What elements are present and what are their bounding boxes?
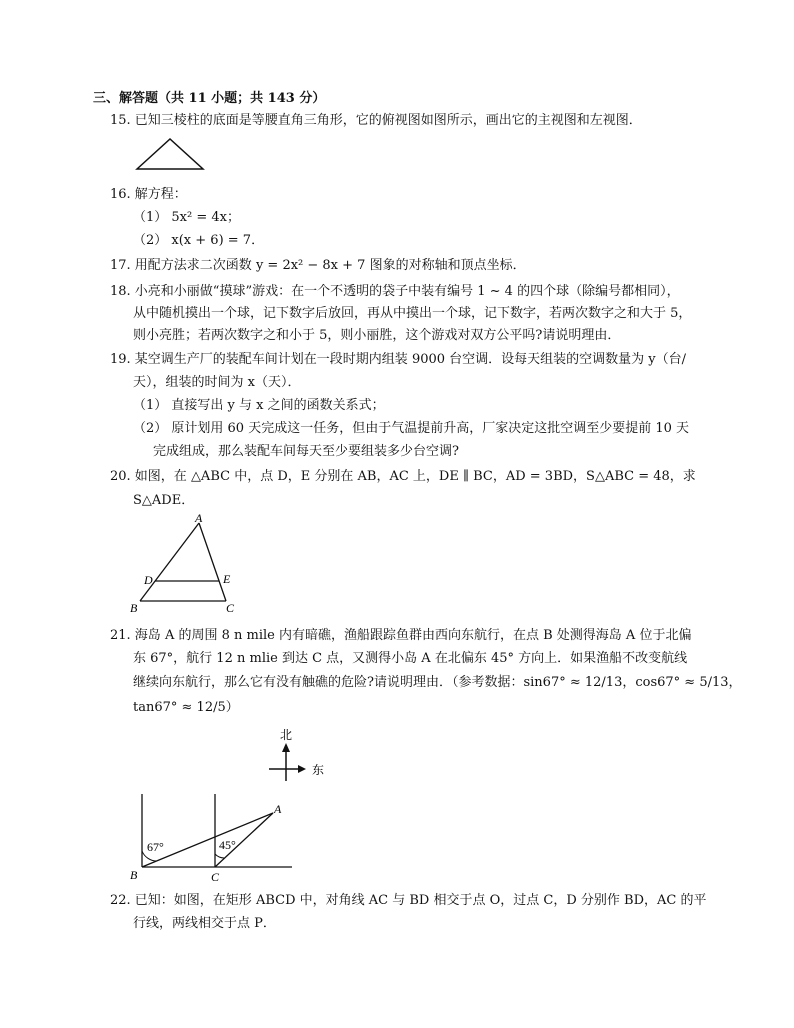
q21-line4: tan67° ≈ 12/5）	[133, 700, 239, 715]
label-d: D	[144, 573, 153, 587]
angle-45-label: 45°	[219, 838, 236, 852]
north-arrow-icon	[282, 743, 290, 752]
q20-line2: S△ADE．	[133, 493, 195, 508]
q21-line2: 东 67°，航行 12 n mlie 到达 C 点，又测得小岛 A 在北偏东 45° 方向上．如果渔船不改变航线	[133, 651, 688, 666]
q18-line2: 从中随机摸出一个球，记下数字后放回，再从中摸出一个球，记下数字，若两次数字之和大于 5，	[133, 306, 692, 321]
q19-part2-line1: （2） 原计划用 60 天完成这一任务，但由于气温提前升高，厂家决定这批空调至少要提前 10 天	[133, 421, 690, 436]
side-ab	[140, 523, 199, 601]
q19-part1: （1） 直接写出 y 与 x 之间的函数关系式；	[133, 398, 385, 413]
label-b: B	[130, 868, 138, 882]
q16-part2: （2） x(x + 6) = 7．	[133, 233, 265, 248]
q20-triangle-figure	[128, 512, 248, 616]
isosceles-triangle	[137, 139, 203, 169]
q19-line1: 19. 某空调生产厂的装配车间计划在一段时期内组装 9000 台空调．设每天组装的空调数量为 y（台/	[110, 352, 687, 367]
angle-67-label: 67°	[147, 840, 164, 854]
label-c: C	[226, 601, 235, 615]
q21-line3: 继续向东航行，那么它有没有触礁的危险?请说明理由．（参考数据：sin67° ≈ 12/13，cos67° ≈ 5/13，	[133, 675, 742, 690]
label-c: C	[211, 870, 220, 884]
section-title: 三、解答题（共 11 小题；共 143 分）	[93, 91, 326, 106]
q20-line1: 20. 如图，在 △ABC 中，点 D，E 分别在 AB，AC 上，DE ∥ BC，AD = 3BD，S△ABC = 48，求	[110, 469, 696, 484]
q15-triangle-figure	[135, 136, 205, 172]
label-a: A	[195, 512, 203, 525]
q15-text: 15. 已知三棱柱的底面是等腰直角三角形，它的俯视图如图所示，画出它的主视图和左视图．	[110, 113, 642, 128]
label-e: E	[223, 572, 231, 586]
label-a: A	[274, 802, 282, 816]
compass-figure	[262, 725, 332, 785]
east-label: 东	[312, 763, 325, 777]
label-b: B	[130, 601, 138, 615]
q18-line3: 则小亮胜；若两次数字之和小于 5，则小丽胜，这个游戏对双方公平吗?请说明理由．	[133, 328, 621, 343]
q18-line1: 18. 小亮和小丽做“摸球”游戏：在一个不透明的袋子中装有编号 1 ~ 4 的四个球（除编号都相同），	[110, 284, 680, 299]
q22-line1: 22. 已知：如图，在矩形 ABCD 中，对角线 AC 与 BD 相交于点 O，过点 C，D 分别作 BD，AC 的平	[110, 893, 707, 908]
angle-arc-c	[215, 854, 224, 858]
q16-text: 16. 解方程：	[110, 187, 187, 202]
q19-part2-line2: 完成组成，那么装配车间每天至少要组装多少台空调?	[153, 444, 459, 459]
north-label: 北	[280, 728, 293, 742]
q21-line1: 21. 海岛 A 的周围 8 n mile 内有暗礁，渔船跟踪鱼群由西向东航行，在点 B 处测得海岛 A 位于北偏	[110, 628, 692, 643]
q22-line2: 行线，两线相交于点 P．	[133, 916, 276, 931]
q21-navigation-figure	[128, 788, 298, 884]
q17-text: 17. 用配方法求二次函数 y = 2x² − 8x + 7 图象的对称轴和顶点坐标．	[110, 258, 526, 273]
east-arrow-icon	[298, 765, 306, 773]
side-ac	[199, 523, 226, 601]
q19-line2: 天），组装的时间为 x（天）．	[133, 375, 301, 390]
q16-part1: （1） 5x² = 4x；	[133, 210, 240, 225]
